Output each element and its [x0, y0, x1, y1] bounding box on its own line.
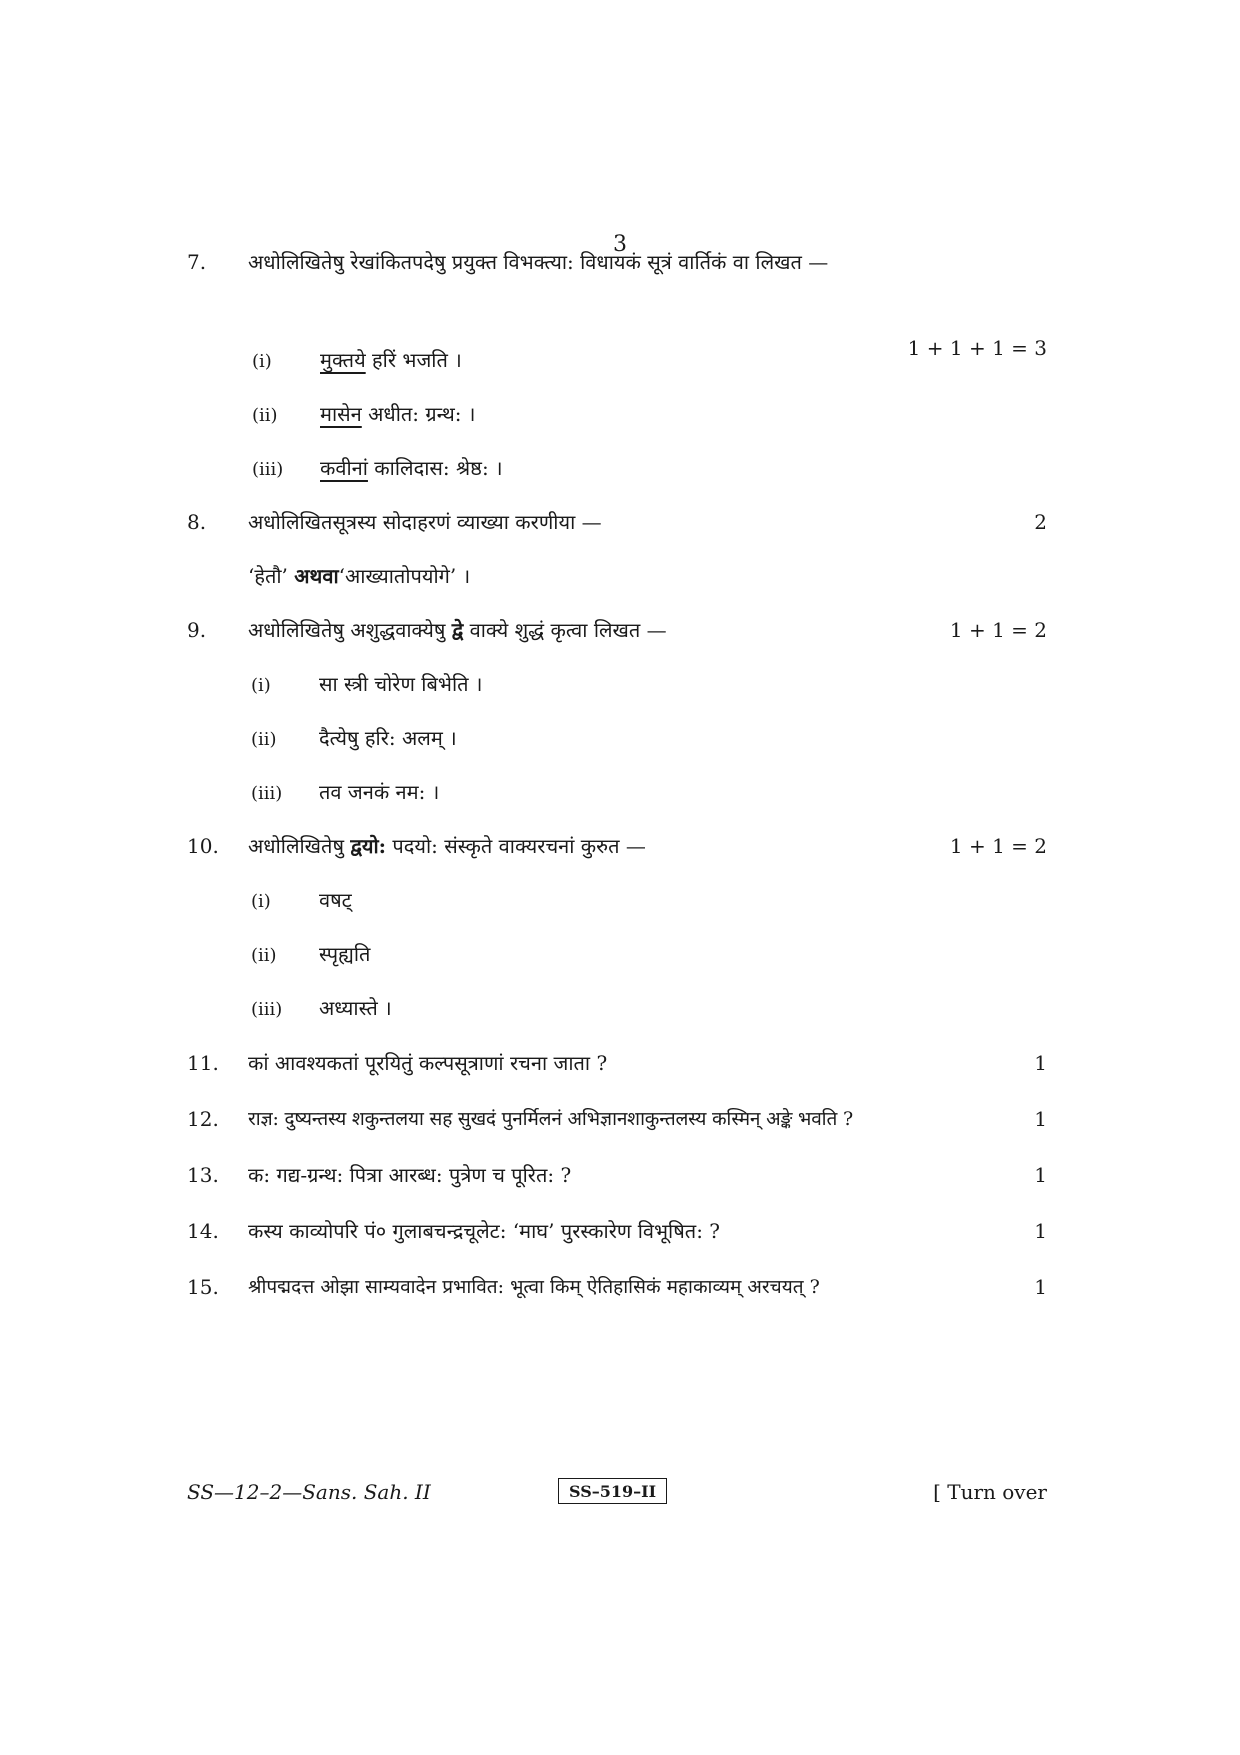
item-numeral: (i)	[251, 675, 271, 696]
question-number: 15.	[187, 1275, 219, 1299]
question-marks: 1	[1034, 1275, 1047, 1299]
item-text: कालिदास: श्रेष्ठ: ।	[367, 456, 503, 480]
turn-over-label: [ Turn over	[933, 1480, 1047, 1504]
sutra-option-a: ‘हेतौ’	[248, 564, 288, 588]
item-text: स्पृह्यति	[319, 942, 371, 966]
question-text: क: गद्य-ग्रन्थ: पित्रा आरब्ध: पुत्रेण च पूरित: ?	[248, 1163, 572, 1187]
question-marks: 1	[1034, 1163, 1047, 1187]
question-marks: 1 + 1 = 2	[949, 618, 1047, 642]
question-number: 7.	[187, 250, 207, 274]
question-text: श्रीपद्मदत्त ओझा साम्यवादेन प्रभावित: भूत्वा किम् ऐतिहासिकं महाकाव्यम् अरचयत् ?	[248, 1276, 820, 1298]
question-number: 14.	[187, 1219, 219, 1243]
item-numeral: (ii)	[251, 945, 277, 966]
item-numeral: (i)	[251, 891, 271, 912]
question-text: अधोलिखितेषु रेखांकितपदेषु प्रयुक्त विभक्त्या: विधायकं सूत्रं वार्तिकं वा लिखत —	[248, 250, 829, 274]
question-text: कस्य काव्योपरि पं० गुलाबचन्द्रचूलेट: ‘माघ’ पुरस्कारेण विभूषित: ?	[248, 1219, 721, 1243]
list-item	[251, 940, 951, 970]
list-item	[251, 886, 951, 916]
item-text: तव जनकं नम: ।	[319, 780, 440, 804]
question-emphasis: द्वयो:	[350, 834, 387, 858]
list-item	[252, 454, 952, 484]
underlined-word: मुक्तये	[320, 348, 366, 372]
question-marks: 1	[1034, 1107, 1047, 1131]
list-item	[251, 670, 951, 700]
question-text-part: अधोलिखितेषु अशुद्धवाक्येषु	[248, 618, 446, 642]
question-number: 13.	[187, 1163, 219, 1187]
question-marks: 2	[1034, 510, 1047, 534]
question-text	[248, 616, 1007, 644]
item-text: सा स्त्री चोरेण बिभेति ।	[319, 672, 483, 696]
question-text: कां आवश्यकतां पूरयितुं कल्पसूत्राणां रचना जाता ?	[248, 1051, 608, 1075]
question-text: राज्ञ: दुष्यन्तस्य शकुन्तलया सह सुखदं पुनर्मिलनं अभिज्ञानशाकुन्तलस्य कस्मिन् अङ्के भवति ?	[248, 1108, 853, 1130]
question-number: 8.	[187, 510, 207, 534]
question-marks: 1	[1034, 1219, 1047, 1243]
item-text: अधीत: ग्रन्थ: ।	[361, 402, 476, 426]
question-number: 10.	[187, 834, 219, 858]
list-item	[252, 400, 952, 430]
question-number: 9.	[187, 618, 207, 642]
footer-boxed-code: SS–519–II	[558, 1478, 667, 1504]
question-text	[248, 832, 1007, 860]
item-numeral: (iii)	[251, 783, 283, 804]
list-item	[252, 346, 952, 376]
item-numeral: (ii)	[251, 729, 277, 750]
underlined-word: मासेन	[320, 402, 362, 426]
item-numeral: (iii)	[252, 459, 284, 480]
item-numeral: (iii)	[251, 999, 283, 1020]
question-number: 12.	[187, 1107, 219, 1131]
item-numeral: (i)	[252, 351, 272, 372]
item-text: हरिं भजति ।	[365, 348, 462, 372]
question-text-part: वाक्ये शुद्धं कृत्वा लिखत —	[469, 618, 667, 642]
question-text: अधोलिखितसूत्रस्य सोदाहरणं व्याख्या करणीया —	[248, 510, 602, 534]
question-7-marks: 1 + 1 + 1 = 3	[907, 336, 1047, 360]
item-text: दैत्येषु हरि: अलम् ।	[319, 726, 457, 750]
or-word: अथवा	[294, 564, 339, 588]
list-item	[251, 778, 951, 808]
page-number: 3	[613, 232, 627, 257]
list-item	[251, 994, 951, 1024]
question-marks: 1 + 1 = 2	[949, 834, 1047, 858]
item-text: वषट्	[319, 888, 352, 912]
underlined-word: कवीनां	[320, 456, 368, 480]
question-emphasis: द्वे	[451, 618, 464, 642]
question-text-part: पदयो: संस्कृते वाक्यरचनां कुरुत —	[392, 834, 646, 858]
question-text-part: अधोलिखितेषु	[248, 834, 344, 858]
question-marks: 1	[1034, 1051, 1047, 1075]
list-item	[251, 724, 951, 754]
question-number: 11.	[187, 1051, 219, 1075]
footer-paper-code: SS—12–2—Sans. Sah. II	[187, 1480, 431, 1504]
item-numeral: (ii)	[252, 405, 278, 426]
sutra-option-b: ‘आख्यातोपयोगे’ ।	[338, 564, 471, 588]
item-text: अध्यास्ते ।	[319, 996, 392, 1020]
sutra-options	[248, 562, 470, 590]
